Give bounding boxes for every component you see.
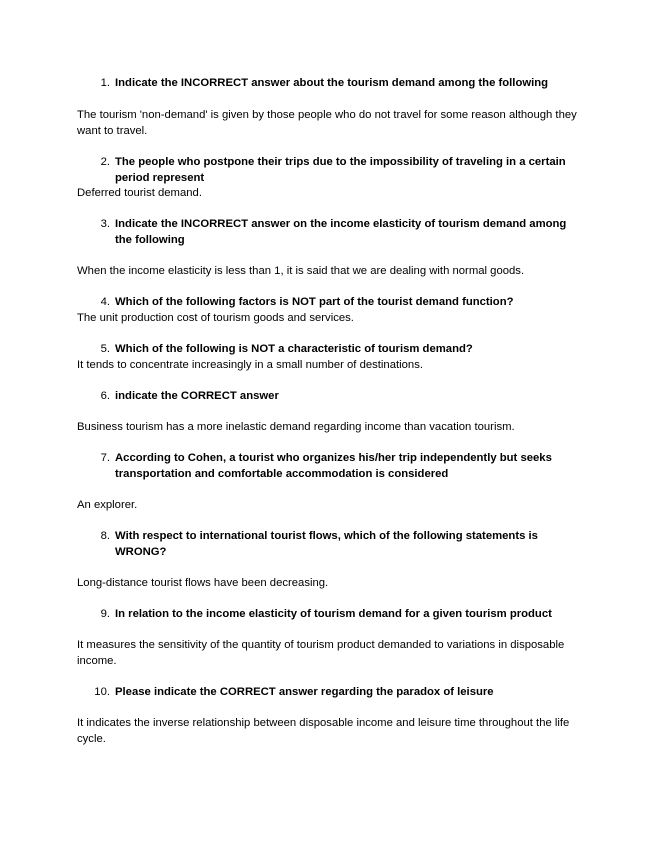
- question-number: 9.: [100, 608, 110, 620]
- question-text: Indicate the INCORRECT answer on the income elasticity of tourism demand among the following: [115, 218, 567, 246]
- question-number: 8.: [100, 530, 110, 542]
- question-text: The people who postpone their trips due to the impossibility of traveling in a certain period represent: [115, 156, 566, 184]
- question-number: 5.: [100, 343, 110, 355]
- answer-4: The unit production cost of tourism goods and services.: [77, 312, 354, 324]
- question-2: [94, 154, 584, 186]
- question-text: Indicate the INCORRECT answer about the tourism demand among the following: [115, 77, 549, 89]
- answer-5: It tends to concentrate increasingly in a small number of destinations.: [77, 359, 423, 371]
- answer-6: Business tourism has a more inelastic demand regarding income than vacation tourism.: [77, 421, 515, 433]
- answer-3: When the income elasticity is less than 1, it is said that we are dealing with normal goods.: [77, 265, 525, 277]
- question-number: 10.: [94, 686, 110, 698]
- question-text: indicate the CORRECT answer: [115, 390, 279, 402]
- question-3: [94, 216, 584, 248]
- question-10: [94, 684, 584, 700]
- question-7: [94, 450, 584, 482]
- question-8: [94, 528, 584, 560]
- question-text: According to Cohen, a tourist who organizes his/her trip independently but seeks transportation and comfortable accommodation is considered: [115, 452, 552, 480]
- question-number: 6.: [100, 390, 110, 402]
- answer-2: Deferred tourist demand.: [77, 187, 202, 199]
- answer-8: Long-distance tourist flows have been decreasing.: [77, 577, 329, 589]
- question-9: [94, 606, 584, 622]
- question-number: 3.: [100, 218, 110, 230]
- question-1: [94, 75, 584, 91]
- question-text: Please indicate the CORRECT answer regarding the paradox of leisure: [115, 686, 494, 698]
- question-6: [94, 388, 584, 404]
- answer-1: The tourism 'non-demand' is given by those people who do not travel for some reason although they want to travel.: [77, 109, 577, 137]
- question-4: [94, 294, 584, 310]
- question-number: 2.: [100, 156, 110, 168]
- question-number: 1.: [100, 77, 110, 89]
- question-text: With respect to international tourist flows, which of the following statements is WRONG?: [115, 530, 538, 558]
- question-5: [94, 341, 584, 357]
- question-text: In relation to the income elasticity of tourism demand for a given tourism product: [115, 608, 552, 620]
- question-number: 7.: [100, 452, 110, 464]
- answer-9: It measures the sensitivity of the quantity of tourism product demanded to variations in disposable income.: [77, 639, 565, 667]
- answer-7: An explorer.: [77, 499, 138, 511]
- question-text: Which of the following is NOT a characteristic of tourism demand?: [115, 343, 473, 355]
- question-text: Which of the following factors is NOT part of the tourist demand function?: [115, 296, 514, 308]
- question-number: 4.: [100, 296, 110, 308]
- answer-10: It indicates the inverse relationship between disposable income and leisure time throughout the life cycle.: [77, 717, 570, 745]
